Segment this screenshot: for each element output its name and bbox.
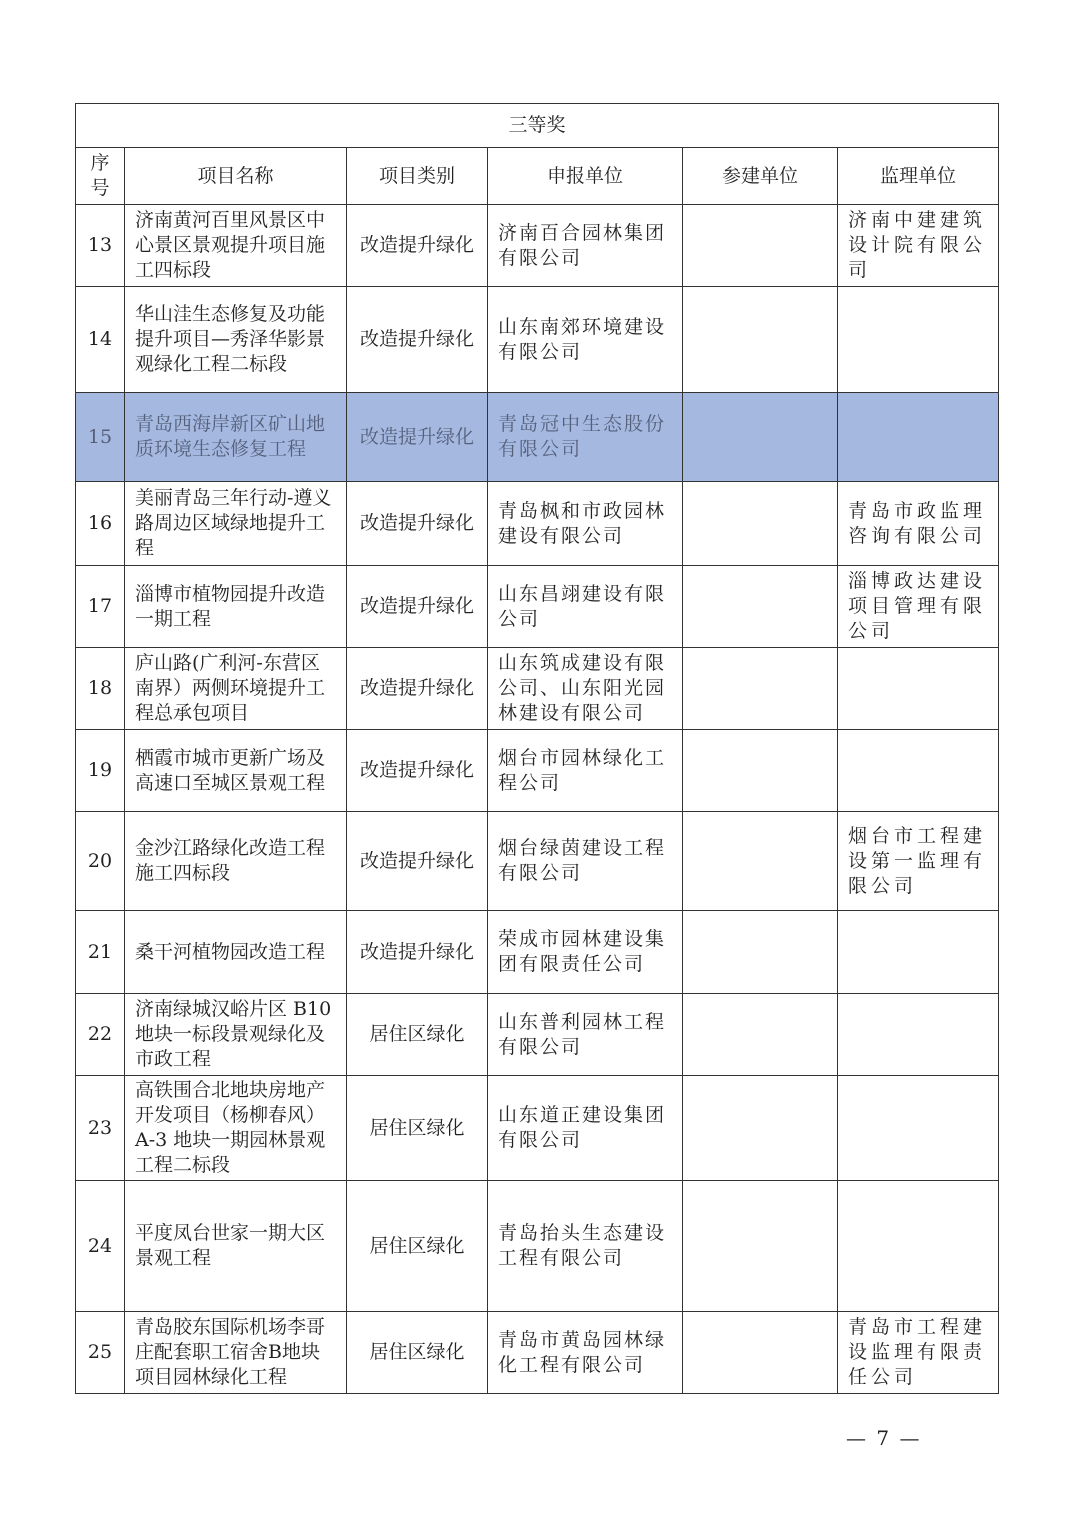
supervisor-unit: [838, 911, 999, 994]
supervisor-unit: [838, 730, 999, 812]
participant-unit: [683, 648, 838, 730]
project-category: 居住区绿化: [347, 1076, 488, 1181]
table-row: [76, 1312, 999, 1394]
project-category: 改造提升绿化: [347, 566, 488, 648]
applicant-unit: 烟台绿茵建设工程有限公司: [488, 812, 683, 911]
supervisor-unit: 青岛市工程建设监理有限责任公司: [838, 1312, 999, 1394]
supervisor-unit: [838, 648, 999, 730]
supervisor-unit: 烟台市工程建设第一监理有限公司: [838, 812, 999, 911]
project-name: 平度凤台世家一期大区景观工程: [125, 1181, 347, 1312]
row-number: 25: [76, 1312, 125, 1394]
project-name: 淄博市植物园提升改造一期工程: [125, 566, 347, 648]
header-category: 项目类别: [347, 148, 488, 205]
page-number: — 7 —: [846, 1426, 922, 1450]
row-number: 15: [76, 393, 125, 482]
participant-unit: [683, 1181, 838, 1312]
row-number: 18: [76, 648, 125, 730]
project-name: 庐山路(广利河-东营区南界）两侧环境提升工程总承包项目: [125, 648, 347, 730]
project-category: 改造提升绿化: [347, 911, 488, 994]
applicant-unit: 山东道正建设集团有限公司: [488, 1076, 683, 1181]
supervisor-unit: [838, 393, 999, 482]
row-number: 17: [76, 566, 125, 648]
applicant-unit: 烟台市园林绿化工程公司: [488, 730, 683, 812]
table-row: [76, 994, 999, 1076]
third-prize-table: [75, 103, 999, 1394]
row-number: 24: [76, 1181, 125, 1312]
participant-unit: [683, 287, 838, 393]
supervisor-unit: 青岛市政监理咨询有限公司: [838, 482, 999, 566]
applicant-unit: 青岛冠中生态股份有限公司: [488, 393, 683, 482]
row-number: 22: [76, 994, 125, 1076]
header-participant: 参建单位: [683, 148, 838, 205]
table-row: [76, 205, 999, 287]
table-row: [76, 1181, 999, 1312]
applicant-unit: 青岛枫和市政园林建设有限公司: [488, 482, 683, 566]
table-row: [76, 911, 999, 994]
project-category: 改造提升绿化: [347, 648, 488, 730]
table-row: [76, 1076, 999, 1181]
table-row: [76, 812, 999, 911]
project-name: 高铁围合北地块房地产开发项目（杨柳春风）A-3 地块一期园林景观工程二标段: [125, 1076, 347, 1181]
supervisor-unit: [838, 1181, 999, 1312]
participant-unit: [683, 482, 838, 566]
row-number: 14: [76, 287, 125, 393]
participant-unit: [683, 730, 838, 812]
project-category: 改造提升绿化: [347, 393, 488, 482]
table-body: [76, 205, 999, 1394]
participant-unit: [683, 393, 838, 482]
row-number: 13: [76, 205, 125, 287]
supervisor-unit: 淄博政达建设项目管理有限公司: [838, 566, 999, 648]
applicant-unit: 荣成市园林建设集团有限责任公司: [488, 911, 683, 994]
project-category: 改造提升绿化: [347, 482, 488, 566]
row-number: 21: [76, 911, 125, 994]
table-row: [76, 287, 999, 393]
header-row: [76, 148, 999, 205]
project-name: 青岛胶东国际机场李哥庄配套职工宿舍B地块项目园林绿化工程: [125, 1312, 347, 1394]
project-name: 栖霞市城市更新广场及高速口至城区景观工程: [125, 730, 347, 812]
row-number: 16: [76, 482, 125, 566]
row-number: 20: [76, 812, 125, 911]
project-category: 改造提升绿化: [347, 205, 488, 287]
applicant-unit: 山东南郊环境建设有限公司: [488, 287, 683, 393]
project-category: 居住区绿化: [347, 1181, 488, 1312]
table-row: [76, 393, 999, 482]
participant-unit: [683, 812, 838, 911]
participant-unit: [683, 205, 838, 287]
project-category: 改造提升绿化: [347, 812, 488, 911]
applicant-unit: 济南百合园林集团有限公司: [488, 205, 683, 287]
participant-unit: [683, 1312, 838, 1394]
applicant-unit: 山东昌翊建设有限公司: [488, 566, 683, 648]
table-caption: 三等奖: [76, 104, 999, 148]
header-name: 项目名称: [125, 148, 347, 205]
supervisor-unit: [838, 994, 999, 1076]
project-category: 改造提升绿化: [347, 730, 488, 812]
project-name: 金沙江路绿化改造工程施工四标段: [125, 812, 347, 911]
project-name: 桑干河植物园改造工程: [125, 911, 347, 994]
applicant-unit: 山东筑成建设有限公司、山东阳光园林建设有限公司: [488, 648, 683, 730]
supervisor-unit: [838, 1076, 999, 1181]
table-row: [76, 730, 999, 812]
project-name: 济南黄河百里风景区中心景区景观提升项目施工四标段: [125, 205, 347, 287]
project-category: 居住区绿化: [347, 1312, 488, 1394]
project-name: 华山洼生态修复及功能提升项目—秀泽华影景观绿化工程二标段: [125, 287, 347, 393]
participant-unit: [683, 566, 838, 648]
table-row: [76, 482, 999, 566]
row-number: 19: [76, 730, 125, 812]
project-category: 居住区绿化: [347, 994, 488, 1076]
supervisor-unit: 济南中建建筑设计院有限公司: [838, 205, 999, 287]
applicant-unit: 青岛市黄岛园林绿化工程有限公司: [488, 1312, 683, 1394]
participant-unit: [683, 1076, 838, 1181]
project-name: 济南绿城汉峪片区 B10地块一标段景观绿化及市政工程: [125, 994, 347, 1076]
table-row: [76, 648, 999, 730]
table-row: [76, 566, 999, 648]
participant-unit: [683, 994, 838, 1076]
supervisor-unit: [838, 287, 999, 393]
header-supervisor: 监理单位: [838, 148, 999, 205]
row-number: 23: [76, 1076, 125, 1181]
project-name: 美丽青岛三年行动-遵义路周边区域绿地提升工程: [125, 482, 347, 566]
header-applicant: 申报单位: [488, 148, 683, 205]
applicant-unit: 山东普利园林工程有限公司: [488, 994, 683, 1076]
participant-unit: [683, 911, 838, 994]
header-no: 序号: [76, 148, 125, 205]
project-name: 青岛西海岸新区矿山地质环境生态修复工程: [125, 393, 347, 482]
project-category: 改造提升绿化: [347, 287, 488, 393]
applicant-unit: 青岛抬头生态建设工程有限公司: [488, 1181, 683, 1312]
